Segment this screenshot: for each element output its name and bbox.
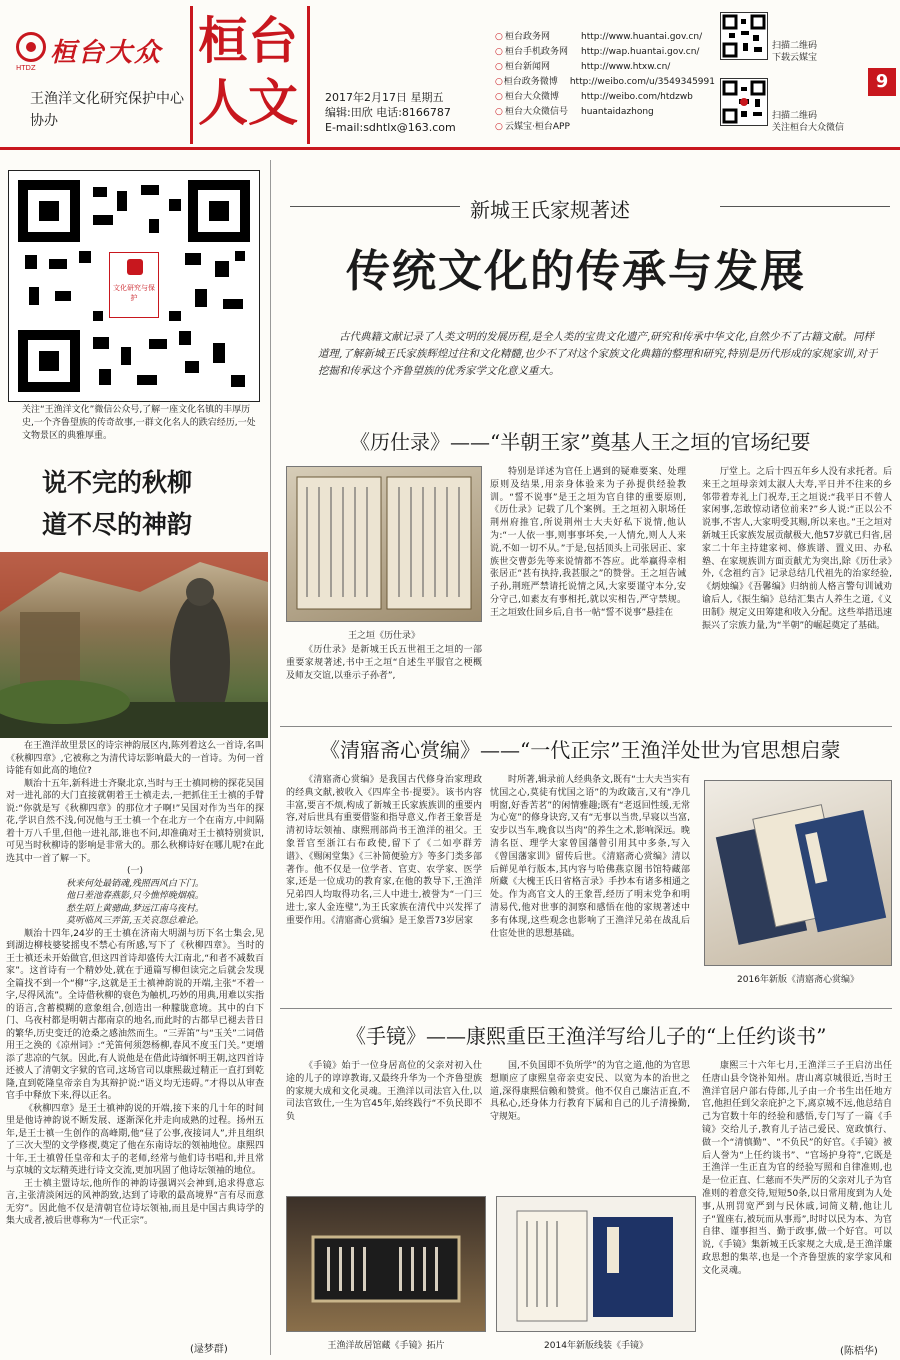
issue-info bbox=[325, 90, 456, 135]
section2-col2: 时所著,辑录前人经典条文,既有“士大夫当实有忧国之心,莫徒有忧国之语”的为政箴言,又有“净几明窗,好香苦茗”的闲情雅趣;既有“老返回性缓,无常为心宽”的修身诀窍,又有“无事以当贵,早寝以当富,安步以当车,晚食以当肉”的养生之术,影响深远。晚清名臣、理学大家曾国藩曾引用其中多条,写入《曾国藩家训》留传后世。《清寤斋心赏编》清以后鲜见单行版本,其内容与哈佛燕京图书馆特藏部所藏《大槐王氏日省格言录》手抄本有诸多相通之处。作为高官文人的王象晋,经历了明末党争和明清易代,他对世事的洞察和感悟在他的家规著述中多有体现,这些观念也影响了王渔洋兄弟在战乱后仕宦处世的思想基础。 bbox=[490, 775, 690, 939]
media-link[interactable]: ○ 桓台政务微博 http://weibo.com/u/3549345991 bbox=[495, 77, 715, 87]
media-links bbox=[495, 30, 715, 135]
section-divider bbox=[280, 726, 892, 727]
column-divider bbox=[270, 160, 271, 1355]
photo-shoujing-rubbing bbox=[286, 1196, 486, 1332]
newspaper-logo: 桓台大众 bbox=[50, 38, 163, 68]
section3-author: (陈梧华) bbox=[840, 1346, 878, 1357]
section1-col3: 厅堂上。之后十四五年乡人没有求托者。后来王之垣母亲刘太淑人大寿,平日并不往来的乡邻带着寿礼上门祝寿,王之垣说:“我平日不曾人家闲事,怎敢惊动诸位前来?”乡人说:“正以公不说事,不害人,大家明受其赐,所以来也。”王之垣对新城王氏家族发展贡献极大,他57岁就已归省,居家二十年主持建家祠、修族谱、置义田、办私塾、在家规族训方面贡献尤为突出,除《历仕录》外,《念祖约言》记录总结几代祖先的治家经验,《炳烛编》《吾馨编》归纳前人格言警句训诫劝谕后人,《振生编》总结汇集古人养生之道,《义田制》规定义田筹建和收入分配。这些举措迅速振兴了宗族力量,为“半朝”的崛起奠定了基础。 bbox=[702, 467, 892, 631]
photo-caption-shoujing-rubbing: 王渔洋故居馆藏《手镜》拓片 bbox=[327, 1341, 445, 1351]
newspaper-logo-icon bbox=[16, 32, 46, 62]
photo-shoujing-books bbox=[496, 1196, 696, 1332]
lead-paragraph: 古代典籍文献记录了人类文明的发展历程,是全人类的宝贵文化遗产,研究和传承中华文化,自然少不了古籍文献。同样道理,了解新城王氏家族辉煌过往和文化精髓,也少不了对这个家族文化典籍的整理和研究,特别是历代形成的家规家训,对于挖掘和传承这个齐鲁望族的优秀家学文化意义重大。 bbox=[318, 331, 878, 377]
media-link[interactable]: ○ 桓台手机政务网 http://wap.huantai.gov.cn/ bbox=[495, 47, 700, 57]
qr-caption-wechat: 扫描二维码 关注桓台大众微信 bbox=[772, 111, 845, 133]
editor-line: 编辑:田欣 电话:8166787 bbox=[325, 106, 451, 119]
section-title-qingwuzhai: 《清寤斋心赏编》——“一代正宗”王渔洋处世为官思想启蒙 bbox=[320, 738, 841, 762]
qr-code-wechat[interactable] bbox=[720, 78, 768, 126]
photo-qingwuzhai-books bbox=[704, 780, 892, 966]
co-organizer-label: 协办 bbox=[30, 113, 58, 129]
newspaper-logo-sub: HTDZ bbox=[16, 64, 36, 72]
section-masthead-line2: 人文 bbox=[198, 74, 298, 132]
kicker-rule-right bbox=[720, 206, 890, 207]
kicker-rule-left bbox=[290, 206, 460, 207]
section3-col2: 国,不负国即不负所学”的为官之道,他的为官思想顺应了康熙皇帝亲吏安民、以宽为本的治世之道,深得康熙信赖和赞赏。他不仅自己廉洁正直,不具私心,还身体力行教育下属和自己的儿子清操勤,守规矩。 bbox=[490, 1061, 690, 1123]
page-number: 9 bbox=[868, 68, 896, 96]
section-title-shoujing: 《手镜》——康熙重臣王渔洋写给儿子的“上任约谈书” bbox=[346, 1024, 827, 1048]
media-link[interactable]: ○ 桓台政务网 http://www.huantai.gov.cn/ bbox=[495, 32, 703, 42]
wechat-follow-note: 关注“王渔洋文化”微信公众号,了解一座文化名镇的丰厚历史,一个齐鲁望族的传奇故事,一群文化名人的跌宕经历,一处文物景区的典雅厚重。 bbox=[22, 405, 256, 441]
media-link[interactable]: ○ 云媒宝·桓台APP bbox=[495, 122, 570, 132]
photo-caption-qingwuzhai: 2016年新版《清寤斋心赏编》 bbox=[737, 975, 859, 985]
section3-col3: 康熙三十六年七月,王渔洋三子王启汸出任任唐山县令饶补知州。唐山离京城很近,当时王渔洋官居户部右侍郎,儿子由一介书生出任地方官,他担任到父亲庇护之下,离京城不远,他总结自己为官数十年的经验和感悟,专门写了一篇《手镜》交给儿子,教育儿子洁己爱民、宽政慎行、做一个“清慎勤”、“不负民”的好官。《手镜》被后人誉为“上任约谈书”、“官场护身符”,它既是王渔洋一生正直为官的经验写照和自律准则,也是一位正直、仁慈而不失严厉的父亲对儿子为官准则的着意交待,短短50条,以日常用度到为人处事,从刑罚宽严到与民休戚,词简义精,他让儿子“置座右,被玩而从事焉”,时时以民为本、为官自律、谨事担当、勤于政事,做一个好官。可以说,《手镜》集新城王氏家规之大成,是王渔洋廉政思想的集萃,也是一个齐鲁望族的家学家风和文化灵魂。 bbox=[702, 1061, 892, 1276]
article-title-line2: 道不尽的神韵 bbox=[42, 510, 193, 539]
co-organizer: 王渔洋文化研究保护中心 bbox=[30, 91, 184, 107]
article-body-qiuliu: 在王渔洋故里景区的诗宗神韵展区内,陈列着这么一首诗,名叫《秋柳四章》,它被称之为清代诗坛影响最大的一首诗。为何一首诗能有如此高的地位? 顺治十五年,新科进士齐聚北京,当时与王士禛同榜的探花吴国对一进礼部的大门直接就朝着王士禛走去,一把抓住王士禛的手臂说:“你就是写《秋柳四章》的那位才子啊!”吴国对作为当年的探花,学识自然不浅,何况他与王士禛一个在北方一个在南方,中间隔着十万八千里,但他一进礼部,谁也不问,却准确对王士禛特别赏识,可见当时秋柳诗的影响是非常大的。那么秋柳诗好在哪儿呢?在此选其中一首了解一下。 (一) 秋来何处最销魂,残照西风白下门。 他日差池春燕影,只今憔悴晚烟痕。 愁生陌上黄骢曲,梦远江南乌夜村。 莫听临风三弄笛,玉关哀怨总难论。 顺治十四年,24岁的王士禛在济南大明湖与历下名士集会,见到湖边柳枝婆娑摇曳不禁心有所感,写下了《秋柳四章》。当时的王士禛还未开始做官,但这四首诗却盛传大江南北,“和者不减数百家”。这首诗有一个精妙处,就在于通篇写柳但读完之后就会发现全篇找不到一个“柳”字,这就是王士禛神韵说的开端,主张“不着一字,尽得风流”。全诗借秋柳的衰色为触机,巧妙的用典,用难以实指的语言,含蓄模糊的意象组合,创造出一种朦胧意境。其中的白下门、乌夜村都是明朝古都南京的地名,而此时的古都早已褪去昔日的繁华,历史变迁的沧桑之感油然而生。“三弄笛”与“玉关”二词借用王之涣的《凉州词》:“羌笛何须怨杨柳,春风不度玉门关。”更增添了悲凉的气氛。因此,有人说他是在借此诗缅怀明王朝,这四首诗还被人了清朝文字狱的官司,这场官司以康熙裁过精正一直打到乾隆,直到乾隆皇帝亲自为其辩护说:“语义均无违碍。”才得以从审查官手中释放下来,得以正名。 《秋柳四章》是王士禛神韵说的开端,接下来的几十年的时间里是他诗神韵说不断发展、逐渐深化并走向成熟的过程。扬州五年,是王士禛一生创作的高峰期,他“昼了公事,夜接词人”,并且组织了三次大型的文学修禊,奠定了他在东南诗坛的领袖地位。康熙四十年,王士禛曾任皇帝和太子的老师,经常与他们诗书唱和,并且常与京城的文坛精英进行诗文交流,更加巩固了他诗坛领袖的地位。 王士禛主盟诗坛,他所作的神韵诗强调兴会神到,追求得意忘言,主张清淡闲远的风神韵致,达到了诗歌的最高境界“言有尽而意无穷”。因此他不仅是清朝官位诗坛领袖,而且是中国古典诗学的集大成者,被后世尊称为“一代正宗”。 bbox=[6, 741, 264, 1226]
qr-badge-logo: 文化研究与保护 bbox=[109, 252, 159, 318]
main-headline: 传统文化的传承与发展 bbox=[346, 246, 806, 297]
article-title-line1: 说不完的秋柳 bbox=[42, 468, 193, 497]
article-author: (逯梦群) bbox=[190, 1344, 228, 1355]
section1-col2: 特别是详述为官任上遇到的疑难要案、处理原则及结果,用亲身体验来为子孙提供经验教训。“誓不说事”是王之垣为官自律的重要原则,《历仕录》记载了几个案例。王之垣初入职场任荆州府推官,所说荆州士大夫好私下说情,他认为:“一人依一事,则事事坏矣,一人情允,则人人来说,不如一切不从。”于是,包括顶头上司张居正、家族世交曹彭先等来说情都不答应。此举赢得幸相张居正“甚有执持,我甚服之”的赞誉。王之垣告诫子孙,荆班严禁请托说情之风,大家要谨守本分,安分守己,如素友有事相托,就以实相告,严守禁规。王之垣致仕回乡后,自书一帖“誓不说事”悬挂在 bbox=[490, 467, 686, 618]
media-link[interactable]: ○ 桓台大众微博 http://weibo.com/htdzwb bbox=[495, 92, 693, 102]
section-masthead-line1: 桓台 bbox=[198, 12, 298, 70]
photo-caption-shoujing-books: 2014年新版线装《手镜》 bbox=[544, 1341, 648, 1351]
section-divider bbox=[280, 1008, 892, 1009]
qr-caption-app: 扫描二维码 下载云媒宝 bbox=[772, 41, 818, 63]
media-link[interactable]: ○ 桓台新闻网 http://www.htxw.cn/ bbox=[495, 62, 671, 72]
issue-date: 2017年2月17日 星期五 bbox=[325, 91, 444, 104]
media-link[interactable]: ○ 桓台大众微信号 huantaidazhong bbox=[495, 107, 654, 117]
email-line: E-mail:sdhtlx@163.com bbox=[325, 121, 456, 134]
kicker-title: 新城王氏家规著述 bbox=[470, 198, 630, 222]
section3-col1: 《手镜》始于一位身居高位的父亲对初入仕途的儿子的谆谆教诲,又最终升华为一个齐鲁望族的家规大成和文化灵魂。王渔洋以司法官入仕,以司法官致仕,一生为官45年,始终践行“不负民即不负 bbox=[286, 1061, 482, 1123]
photo-caption-lishilu: 王之垣《历仕录》 bbox=[347, 631, 420, 641]
section2-col1: 《清寤斋心赏编》是我国古代修身治家理政的经典文献,被收入《四库全书·提要》。该书内容丰富,要言不烦,构成了新城王氏家族族训的重要内容,对后世具有重要借鉴和指导意义,作者王象晋是清初诗坛领袖、康熙刑部尚书王渔洋的祖父。王象晋官至浙江右布政使,留下了《二如亭群芳谱》、《赐闲堂集》《三补简便验方》等多门类多部著作。他不仅是一位学者、官吏、农学家、医学家,还是一位成功的教育家,在他的教导下,王渔洋兄弟四人均取得功名,三人中进士,被誉为“一门三进士,家人金连璧”,为王氏家族在清代中兴发挥了重要作用。《清寤斋心赏编》是王象晋73岁居家 bbox=[286, 775, 482, 926]
statue-photo bbox=[0, 552, 268, 738]
qr-code-app[interactable] bbox=[720, 12, 768, 60]
photo-lishilu bbox=[286, 466, 482, 622]
section-title-lishilu: 《历仕录》——“半朝王家”奠基人王之垣的官场纪要 bbox=[350, 430, 811, 454]
section1-col1: 《历仕录》是新城王氏五世祖王之垣的一部重要家规著述,书中王之垣“自述生平服官之梗概及师友交谊,以垂示子孙者”, bbox=[286, 645, 482, 681]
